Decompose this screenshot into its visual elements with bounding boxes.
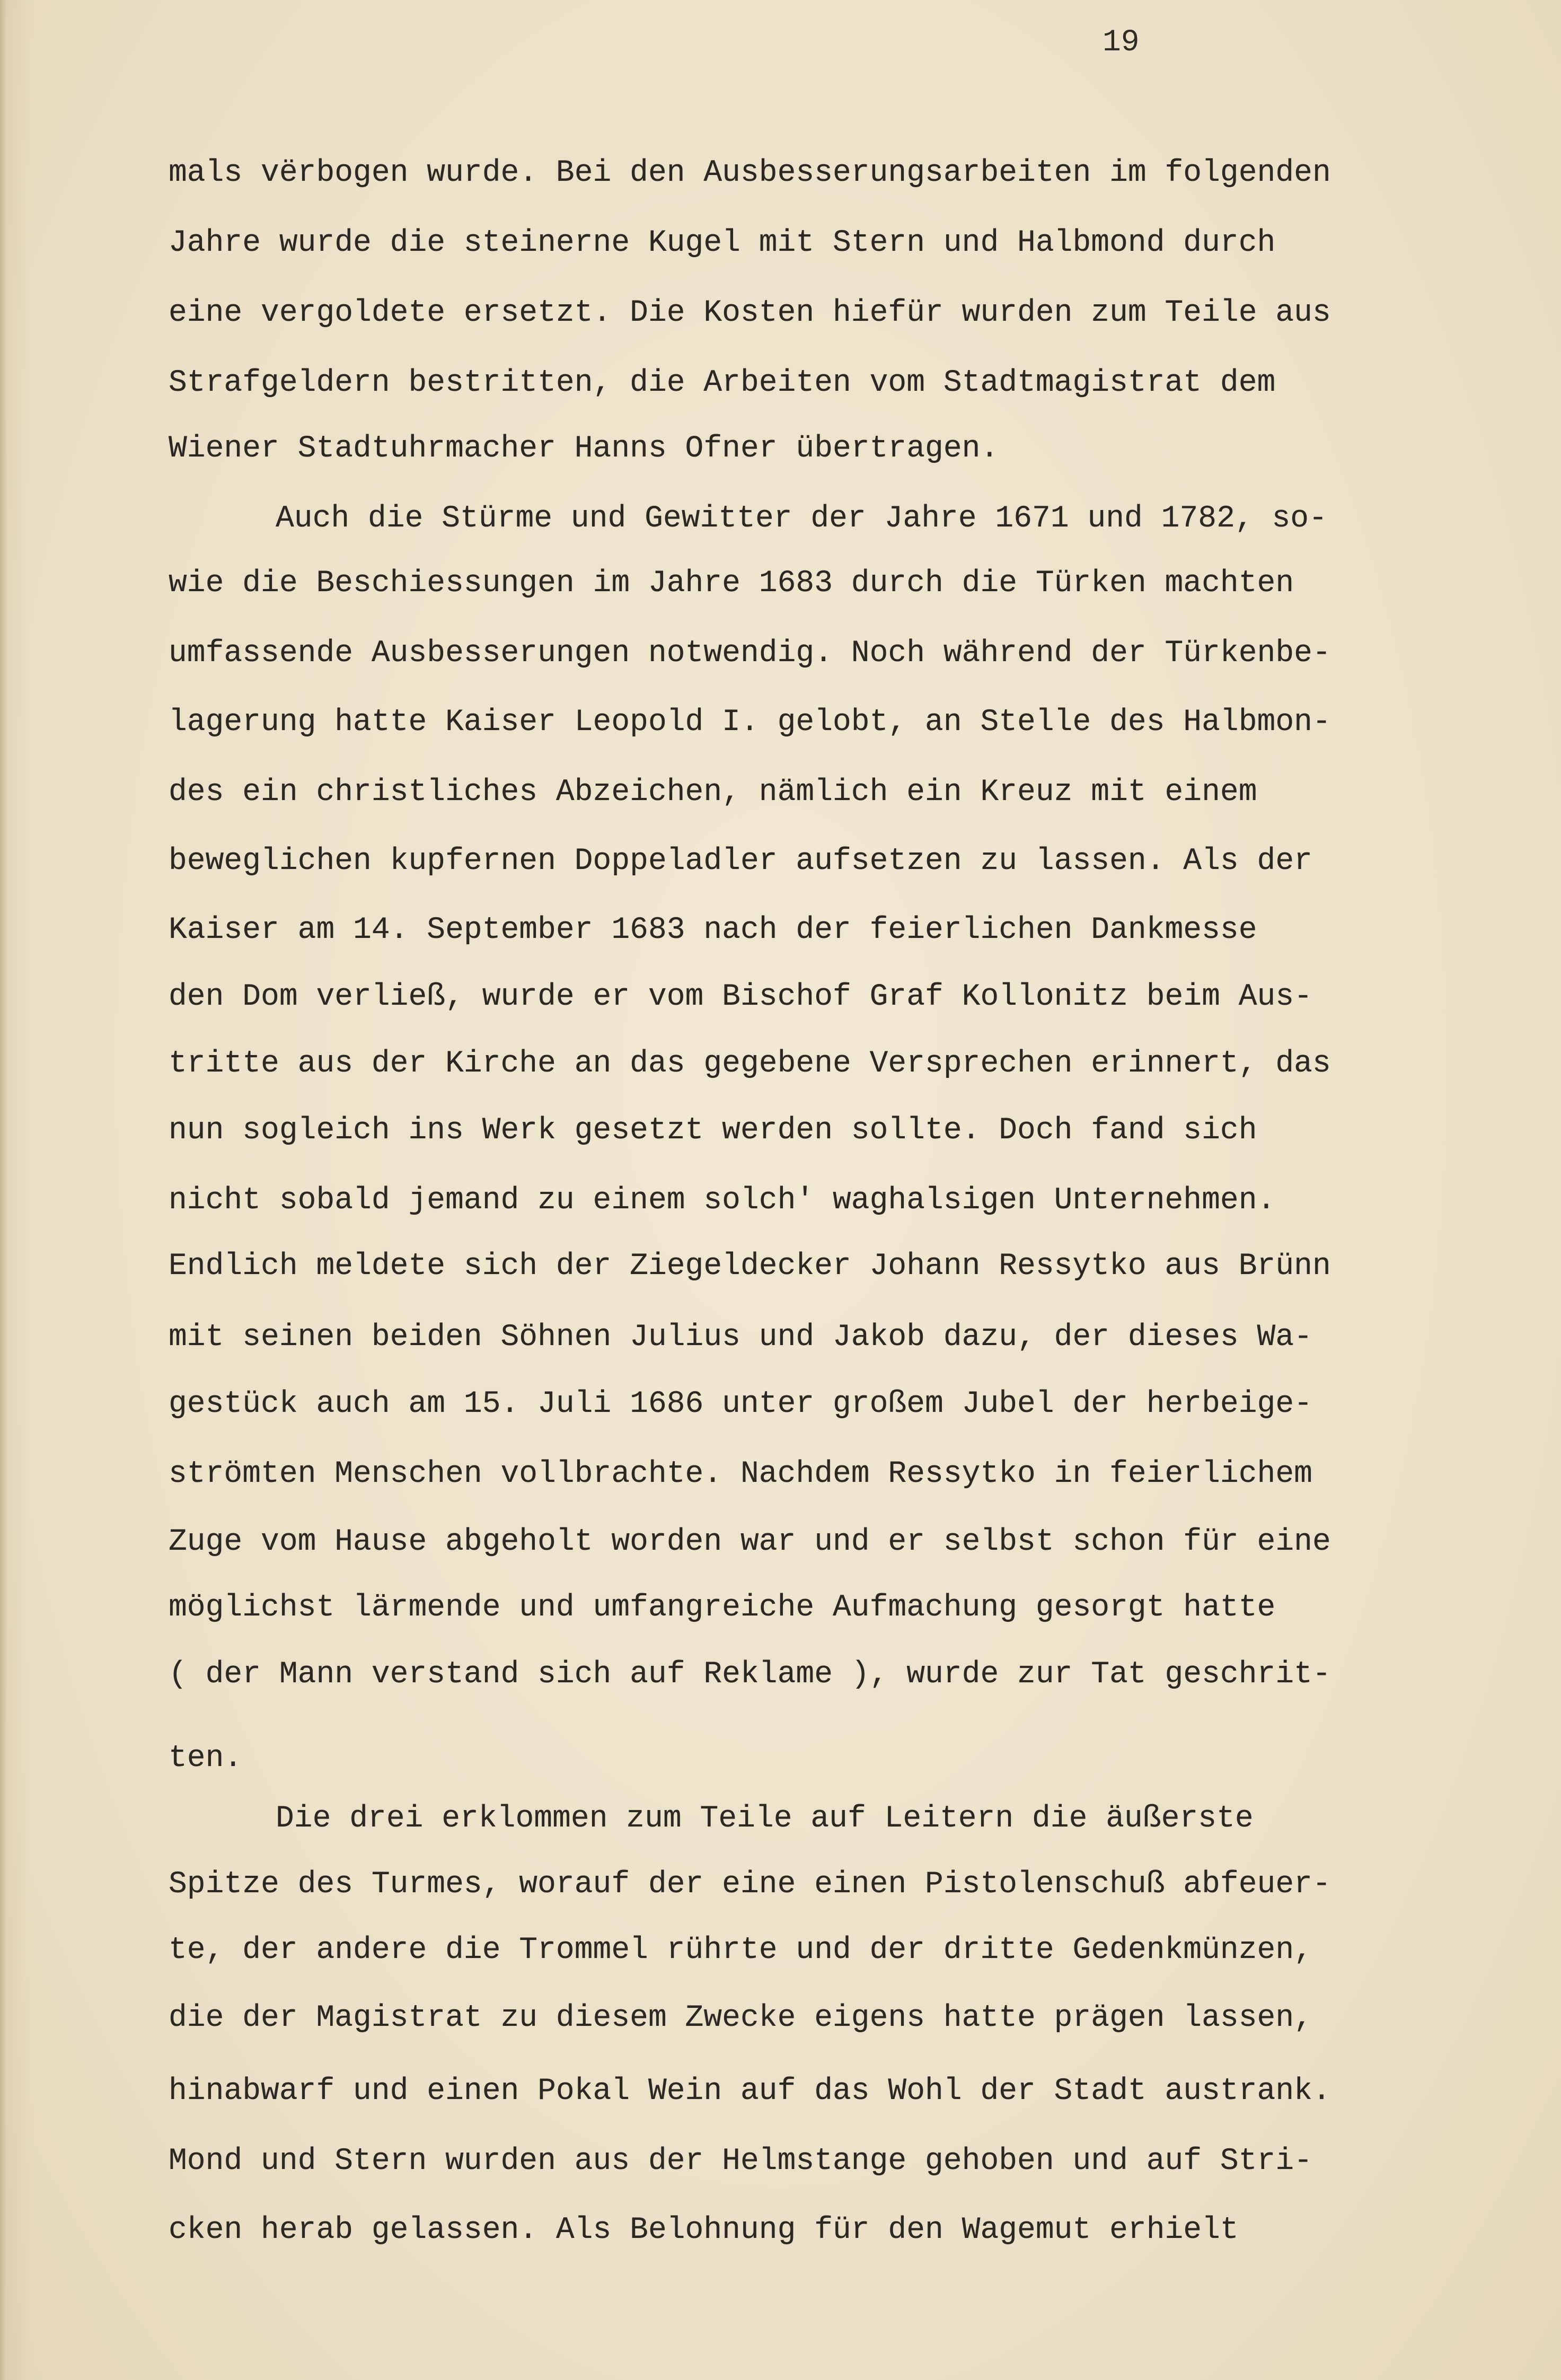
text-line: Zuge vom Hause abgeholt worden war und er selbst schon für eine <box>169 1525 1331 1559</box>
text-line: Die drei erklommen zum Teile auf Leitern die äußerste <box>276 1802 1254 1836</box>
text-line: wie die Beschiessungen im Jahre 1683 durch die Türken machten <box>169 566 1294 601</box>
text-line: ( der Mann verstand sich auf Reklame ), wurde zur Tat geschrit- <box>169 1657 1331 1692</box>
text-line: Jahre wurde die steinerne Kugel mit Stern und Halbmond durch <box>169 226 1276 260</box>
text-line: Endlich meldete sich der Ziegeldecker Johann Ressytko aus Brünn <box>169 1249 1331 1284</box>
text-line: möglichst lärmende und umfangreiche Aufmachung gesorgt hatte <box>169 1591 1276 1625</box>
text-line: hinabwarf und einen Pokal Wein auf das Wohl der Stadt austrank. <box>169 2074 1331 2109</box>
text-line: des ein christliches Abzeichen, nämlich ein Kreuz mit einem <box>169 775 1257 810</box>
text-line: strömten Menschen vollbrachte. Nachdem Ressytko in feierlichem <box>169 1457 1312 1491</box>
text-line: die der Magistrat zu diesem Zwecke eigens hatte prägen lassen, <box>169 2001 1312 2035</box>
text-line: ten. <box>169 1741 243 1776</box>
text-line: Spitze des Turmes, worauf der eine einen Pistolenschuß abfeuer- <box>169 1867 1331 1902</box>
text-line: te, der andere die Trommel rührte und der dritte Gedenkmünzen, <box>169 1933 1312 1968</box>
page-number: 19 <box>1103 25 1140 60</box>
text-line: gestück auch am 15. Juli 1686 unter großem Jubel der herbeige- <box>169 1387 1312 1421</box>
text-line: mit seinen beiden Söhnen Julius und Jakob dazu, der dieses Wa- <box>169 1320 1312 1355</box>
text-line: tritte aus der Kirche an das gegebene Versprechen erinnert, das <box>169 1047 1331 1081</box>
text-line: eine vergoldete ersetzt. Die Kosten hiefür wurden zum Teile aus <box>169 296 1331 330</box>
text-line: Kaiser am 14. September 1683 nach der feierlichen Dankmesse <box>169 913 1257 947</box>
text-line: mals vërbogen wurde. Bei den Ausbesserungsarbeiten im folgenden <box>169 156 1331 190</box>
text-line: Wiener Stadtuhrmacher Hanns Ofner übertragen. <box>169 432 999 466</box>
text-line: cken herab gelassen. Als Belohnung für den Wagemut erhielt <box>169 2213 1239 2247</box>
text-line: nicht sobald jemand zu einem solch' waghalsigen Unternehmen. <box>169 1183 1276 1218</box>
page-left-edge <box>0 0 7 2380</box>
text-line: nun sogleich ins Werk gesetzt werden sollte. Doch fand sich <box>169 1113 1257 1148</box>
text-line: beweglichen kupfernen Doppeladler aufsetzen zu lassen. Als der <box>169 844 1312 879</box>
text-line: umfassende Ausbesserungen notwendig. Noch während der Türkenbe- <box>169 636 1331 671</box>
text-line: Auch die Stürme und Gewitter der Jahre 1671 und 1782, so- <box>276 502 1327 536</box>
text-line: Mond und Stern wurden aus der Helmstange gehoben und auf Stri- <box>169 2144 1312 2179</box>
text-line: den Dom verließ, wurde er vom Bischof Graf Kollonitz beim Aus- <box>169 980 1312 1014</box>
text-line: Strafgeldern bestritten, die Arbeiten vom Stadtmagistrat dem <box>169 366 1276 400</box>
text-line: lagerung hatte Kaiser Leopold I. gelobt, an Stelle des Halbmon- <box>169 705 1331 740</box>
